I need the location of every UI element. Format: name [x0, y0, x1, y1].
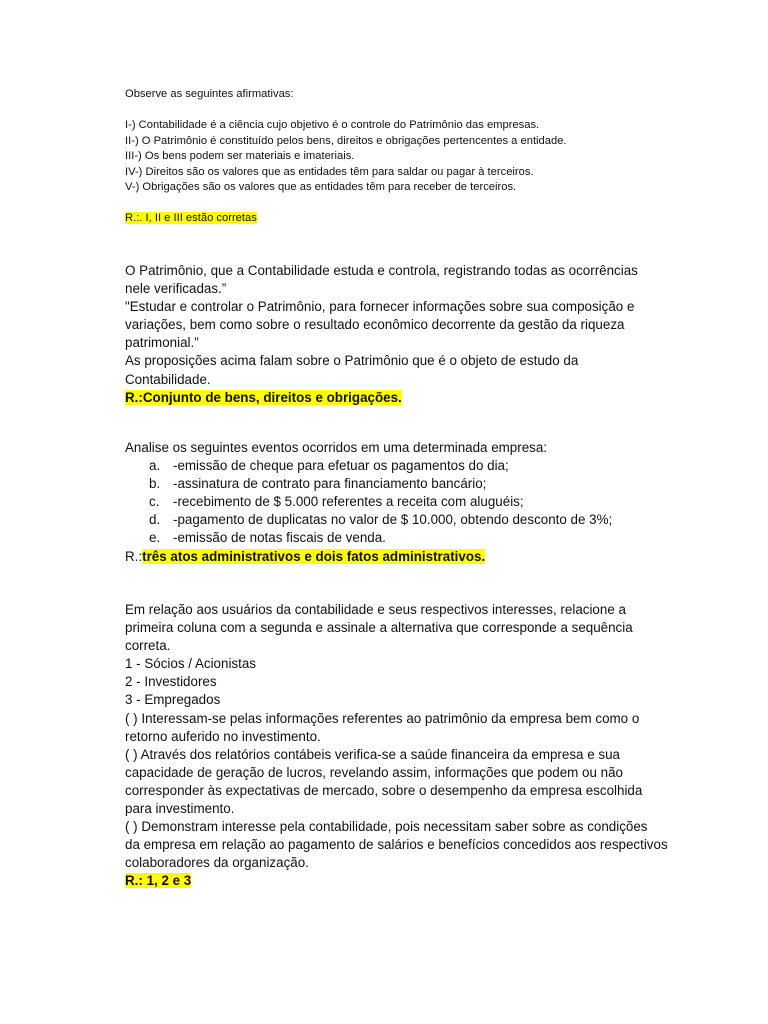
- list-marker: e.: [149, 530, 161, 546]
- question-3: [125, 439, 612, 566]
- q4-line-9: ( ) Através dos relatórios contábeis verifica-se a saúde financeira da empresa e sua: [125, 746, 620, 762]
- list-item-text: -emissão de notas fiscais de venda.: [173, 530, 386, 546]
- spacer: [125, 196, 567, 212]
- q3-answer: três atos administrativos e dois fatos administrativos.: [142, 548, 486, 564]
- q1-item-2: II-) O Patrimônio é constituído pelos bens, direitos e obrigações pertencentes a entidade.: [125, 134, 567, 147]
- q4-line-15: colaboradores da organização.: [125, 855, 309, 871]
- list-item-text: -emissão de cheque para efetuar os pagamentos do dia;: [173, 458, 509, 474]
- list-marker: c.: [149, 494, 160, 510]
- question-1: [125, 87, 567, 227]
- list-item: [125, 475, 612, 493]
- q4-line-8: retorno auferido no investimento.: [125, 728, 321, 744]
- q4-line-3: correta.: [125, 638, 171, 654]
- q2-line-1: O Patrimônio, que a Contabilidade estuda e controla, registrando todas as ocorrências: [125, 263, 638, 278]
- list-marker: a.: [149, 458, 161, 474]
- q1-answer: R.:. I, II e III estão corretas: [125, 212, 257, 224]
- q4-line-12: para investimento.: [125, 801, 235, 817]
- q1-item-1: I-) Contabilidade é a ciência cujo objetivo é o controle do Patrimônio das empresas.: [125, 119, 540, 131]
- list-marker: b.: [149, 476, 161, 492]
- list-item: [125, 493, 612, 511]
- list-item-text: -recebimento de $ 5.000 referentes a receita com aluguéis;: [173, 494, 524, 510]
- spacer: [125, 103, 567, 119]
- q1-item-4: IV-) Direitos são os valores que as entidades têm para saldar ou pagar à terceiros.: [125, 165, 534, 178]
- q4-line-5: 2 - Investidores: [125, 674, 217, 690]
- q2-line-3: "Estudar e controlar o Patrimônio, para fornecer informações sobre sua composição e: [125, 299, 635, 315]
- q4-line-7: ( ) Interessam-se pelas informações referentes ao patrimônio da empresa bem como o: [125, 710, 640, 726]
- q4-line-14: da empresa em relação ao pagamento de salários e benefícios concedidos aos respectivos: [125, 837, 668, 853]
- list-marker: d.: [149, 512, 161, 528]
- list-item-text: -assinatura de contrato para financiamento bancário;: [173, 476, 487, 492]
- question-4: [125, 601, 668, 891]
- q1-intro: Observe as seguintes afirmativas:: [125, 88, 294, 100]
- q4-answer: R.: 1, 2 e 3: [125, 873, 192, 889]
- q4-line-11: corresponder às expectativas de mercado, sobre o desempenho da empresa escolhida: [125, 782, 643, 798]
- q4-line-6: 3 - Empregados: [125, 692, 221, 708]
- q2-line-7: Contabilidade.: [125, 371, 211, 387]
- question-2: [125, 262, 638, 407]
- q3-answer-prefix: R.:: [125, 548, 143, 564]
- list-item: [125, 529, 612, 547]
- q1-item-3: III-) Os bens podem ser materiais e imateriais.: [125, 150, 355, 162]
- q2-line-4: variações, bem como sobre o resultado econômico decorrente da gestão da riqueza: [125, 317, 625, 333]
- q4-line-1: Em relação aos usuários da contabilidade e seus respectivos interesses, relacione a: [125, 602, 626, 617]
- q4-line-2: primeira coluna com a segunda e assinale a alternativa que corresponde a sequência: [125, 620, 633, 636]
- q2-line-6: As proposições acima falam sobre o Patrimônio que é o objeto de estudo da: [125, 353, 579, 369]
- q4-line-4: 1 - Sócios / Acionistas: [125, 656, 256, 672]
- q3-intro: Analise os seguintes eventos ocorridos em uma determinada empresa:: [125, 440, 548, 455]
- q4-line-10: capacidade de geração de lucros, revelando assim, informações que podem ou não: [125, 764, 623, 780]
- list-item-text: -pagamento de duplicatas no valor de $ 10.000, obtendo desconto de 3%;: [173, 512, 613, 528]
- q1-item-5: V-) Obrigações são os valores que as entidades têm para receber de terceiros.: [125, 181, 517, 193]
- list-item: [125, 511, 612, 529]
- list-item: [125, 457, 612, 475]
- q4-line-13: ( ) Demonstram interesse pela contabilidade, pois necessitam saber sobre as condições: [125, 819, 648, 835]
- q3-event-list: [125, 457, 612, 547]
- q2-line-5: patrimonial.”: [125, 335, 199, 351]
- q2-answer: R.:Conjunto de bens, direitos e obrigações.: [125, 389, 402, 405]
- q2-line-2: nele verificadas.”: [125, 281, 227, 297]
